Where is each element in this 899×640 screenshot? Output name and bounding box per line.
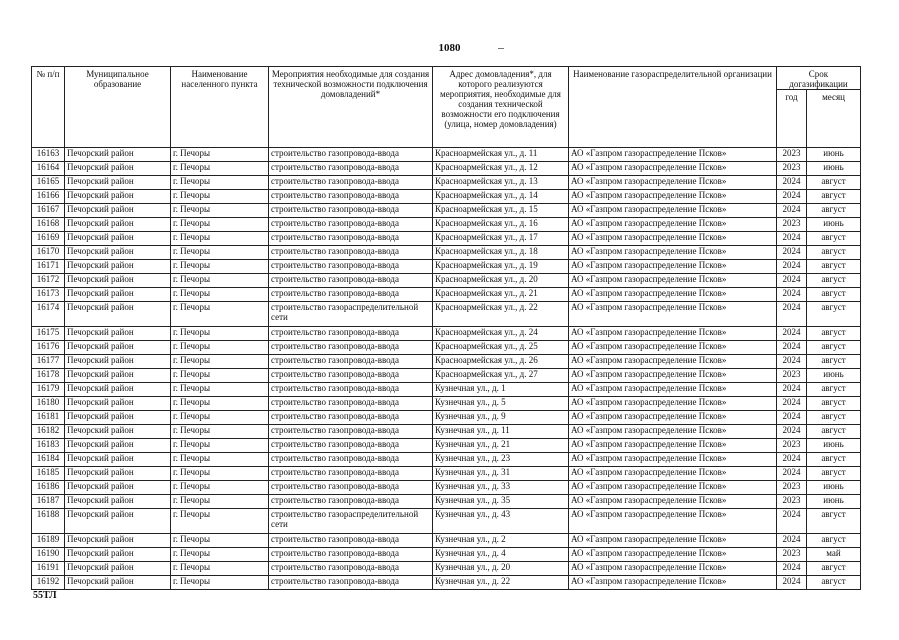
cell-measure: строительство газораспределительной сети <box>269 302 433 327</box>
cell-settlement: г. Печоры <box>171 576 269 590</box>
cell-measure: строительство газопровода-ввода <box>269 148 433 162</box>
cell-address: Красноармейская ул., д. 24 <box>433 327 569 341</box>
cell-address: Кузнечная ул., д. 20 <box>433 562 569 576</box>
cell-num: 16177 <box>32 355 65 369</box>
cell-settlement: г. Печоры <box>171 260 269 274</box>
cell-settlement: г. Печоры <box>171 481 269 495</box>
cell-measure: строительство газопровода-ввода <box>269 176 433 190</box>
cell-municipality: Печорский район <box>65 260 171 274</box>
cell-organization: АО «Газпром газораспределение Псков» <box>569 562 777 576</box>
cell-municipality: Печорский район <box>65 425 171 439</box>
cell-year: 2024 <box>777 190 807 204</box>
cell-month: август <box>807 453 861 467</box>
cell-measure: строительство газопровода-ввода <box>269 288 433 302</box>
cell-address: Красноармейская ул., д. 11 <box>433 148 569 162</box>
cell-month: август <box>807 534 861 548</box>
header-month: месяц <box>807 90 861 148</box>
scan-mark <box>498 48 504 49</box>
cell-month: май <box>807 548 861 562</box>
cell-num: 16180 <box>32 397 65 411</box>
cell-measure: строительство газопровода-ввода <box>269 260 433 274</box>
cell-organization: АО «Газпром газораспределение Псков» <box>569 467 777 481</box>
cell-month: июнь <box>807 148 861 162</box>
cell-settlement: г. Печоры <box>171 369 269 383</box>
cell-year: 2024 <box>777 176 807 190</box>
cell-settlement: г. Печоры <box>171 327 269 341</box>
cell-municipality: Печорский район <box>65 148 171 162</box>
cell-num: 16188 <box>32 509 65 534</box>
cell-municipality: Печорский район <box>65 162 171 176</box>
cell-num: 16173 <box>32 288 65 302</box>
cell-num: 16178 <box>32 369 65 383</box>
cell-measure: строительство газопровода-ввода <box>269 576 433 590</box>
cell-settlement: г. Печоры <box>171 467 269 481</box>
cell-month: август <box>807 397 861 411</box>
cell-measure: строительство газопровода-ввода <box>269 274 433 288</box>
cell-settlement: г. Печоры <box>171 204 269 218</box>
cell-year: 2024 <box>777 302 807 327</box>
cell-settlement: г. Печоры <box>171 383 269 397</box>
table-header <box>32 67 861 148</box>
cell-organization: АО «Газпром газораспределение Псков» <box>569 232 777 246</box>
cell-organization: АО «Газпром газораспределение Псков» <box>569 481 777 495</box>
cell-month: август <box>807 260 861 274</box>
cell-year: 2024 <box>777 274 807 288</box>
cell-address: Кузнечная ул., д. 5 <box>433 397 569 411</box>
cell-month: август <box>807 576 861 590</box>
cell-measure: строительство газопровода-ввода <box>269 534 433 548</box>
cell-num: 16184 <box>32 453 65 467</box>
cell-year: 2024 <box>777 425 807 439</box>
cell-num: 16187 <box>32 495 65 509</box>
cell-year: 2024 <box>777 534 807 548</box>
cell-organization: АО «Газпром газораспределение Псков» <box>569 548 777 562</box>
cell-year: 2024 <box>777 467 807 481</box>
cell-address: Кузнечная ул., д. 35 <box>433 495 569 509</box>
cell-year: 2024 <box>777 383 807 397</box>
cell-organization: АО «Газпром газораспределение Псков» <box>569 260 777 274</box>
cell-address: Красноармейская ул., д. 19 <box>433 260 569 274</box>
cell-address: Красноармейская ул., д. 22 <box>433 302 569 327</box>
cell-settlement: г. Печоры <box>171 548 269 562</box>
cell-year: 2024 <box>777 576 807 590</box>
cell-num: 16167 <box>32 204 65 218</box>
cell-settlement: г. Печоры <box>171 176 269 190</box>
cell-municipality: Печорский район <box>65 383 171 397</box>
cell-year: 2024 <box>777 509 807 534</box>
header-num: № п/п <box>32 67 65 148</box>
cell-num: 16176 <box>32 341 65 355</box>
table-row <box>32 509 861 534</box>
cell-organization: АО «Газпром газораспределение Псков» <box>569 218 777 232</box>
cell-organization: АО «Газпром газораспределение Псков» <box>569 383 777 397</box>
table-row <box>32 176 861 190</box>
table-row <box>32 204 861 218</box>
table-row <box>32 548 861 562</box>
cell-year: 2024 <box>777 562 807 576</box>
table-row <box>32 162 861 176</box>
cell-settlement: г. Печоры <box>171 562 269 576</box>
cell-organization: АО «Газпром газораспределение Псков» <box>569 302 777 327</box>
table-row <box>32 534 861 548</box>
cell-year: 2023 <box>777 369 807 383</box>
cell-organization: АО «Газпром газораспределение Псков» <box>569 397 777 411</box>
table-row <box>32 327 861 341</box>
table-row <box>32 562 861 576</box>
cell-measure: строительство газопровода-ввода <box>269 369 433 383</box>
cell-address: Кузнечная ул., д. 33 <box>433 481 569 495</box>
cell-address: Красноармейская ул., д. 27 <box>433 369 569 383</box>
cell-measure: строительство газопровода-ввода <box>269 190 433 204</box>
cell-settlement: г. Печоры <box>171 246 269 260</box>
cell-organization: АО «Газпром газораспределение Псков» <box>569 355 777 369</box>
cell-year: 2023 <box>777 548 807 562</box>
cell-num: 16174 <box>32 302 65 327</box>
cell-month: июнь <box>807 369 861 383</box>
cell-organization: АО «Газпром газораспределение Псков» <box>569 509 777 534</box>
table-row <box>32 439 861 453</box>
table-row <box>32 232 861 246</box>
table-row <box>32 260 861 274</box>
cell-organization: АО «Газпром газораспределение Псков» <box>569 411 777 425</box>
cell-address: Кузнечная ул., д. 21 <box>433 439 569 453</box>
cell-measure: строительство газораспределительной сети <box>269 509 433 534</box>
cell-measure: строительство газопровода-ввода <box>269 562 433 576</box>
cell-organization: АО «Газпром газораспределение Псков» <box>569 148 777 162</box>
cell-municipality: Печорский район <box>65 355 171 369</box>
cell-measure: строительство газопровода-ввода <box>269 355 433 369</box>
cell-month: август <box>807 246 861 260</box>
cell-year: 2023 <box>777 148 807 162</box>
cell-year: 2024 <box>777 453 807 467</box>
cell-settlement: г. Печоры <box>171 425 269 439</box>
cell-num: 16183 <box>32 439 65 453</box>
cell-year: 2024 <box>777 411 807 425</box>
cell-num: 16179 <box>32 383 65 397</box>
cell-year: 2023 <box>777 218 807 232</box>
table-row <box>32 425 861 439</box>
cell-month: август <box>807 302 861 327</box>
cell-num: 16181 <box>32 411 65 425</box>
cell-organization: АО «Газпром газораспределение Псков» <box>569 246 777 260</box>
cell-num: 16186 <box>32 481 65 495</box>
cell-settlement: г. Печоры <box>171 302 269 327</box>
cell-address: Кузнечная ул., д. 1 <box>433 383 569 397</box>
cell-municipality: Печорский район <box>65 439 171 453</box>
cell-organization: АО «Газпром газораспределение Псков» <box>569 425 777 439</box>
gasification-table <box>31 66 861 590</box>
cell-organization: АО «Газпром газораспределение Псков» <box>569 204 777 218</box>
cell-num: 16189 <box>32 534 65 548</box>
table-row <box>32 274 861 288</box>
cell-municipality: Печорский район <box>65 288 171 302</box>
cell-municipality: Печорский район <box>65 341 171 355</box>
cell-address: Кузнечная ул., д. 4 <box>433 548 569 562</box>
header-row-main <box>32 67 861 90</box>
cell-month: август <box>807 274 861 288</box>
table-row <box>32 246 861 260</box>
cell-settlement: г. Печоры <box>171 148 269 162</box>
table-row <box>32 397 861 411</box>
cell-measure: строительство газопровода-ввода <box>269 495 433 509</box>
cell-municipality: Печорский район <box>65 548 171 562</box>
table-row <box>32 148 861 162</box>
header-deadline: Срок догазификации <box>777 67 861 90</box>
cell-settlement: г. Печоры <box>171 534 269 548</box>
cell-municipality: Печорский район <box>65 509 171 534</box>
header-municipality: Муниципальное образование <box>65 67 171 148</box>
cell-organization: АО «Газпром газораспределение Псков» <box>569 190 777 204</box>
cell-measure: строительство газопровода-ввода <box>269 411 433 425</box>
cell-organization: АО «Газпром газораспределение Псков» <box>569 534 777 548</box>
cell-organization: АО «Газпром газораспределение Псков» <box>569 176 777 190</box>
table-row <box>32 453 861 467</box>
cell-measure: строительство газопровода-ввода <box>269 548 433 562</box>
cell-month: август <box>807 232 861 246</box>
cell-settlement: г. Печоры <box>171 509 269 534</box>
cell-year: 2023 <box>777 495 807 509</box>
cell-municipality: Печорский район <box>65 397 171 411</box>
cell-measure: строительство газопровода-ввода <box>269 218 433 232</box>
cell-settlement: г. Печоры <box>171 495 269 509</box>
cell-year: 2023 <box>777 162 807 176</box>
cell-year: 2024 <box>777 288 807 302</box>
cell-address: Красноармейская ул., д. 20 <box>433 274 569 288</box>
cell-month: август <box>807 176 861 190</box>
cell-address: Красноармейская ул., д. 15 <box>433 204 569 218</box>
cell-num: 16182 <box>32 425 65 439</box>
cell-municipality: Печорский район <box>65 327 171 341</box>
table-row <box>32 383 861 397</box>
cell-month: июнь <box>807 439 861 453</box>
cell-municipality: Печорский район <box>65 562 171 576</box>
cell-settlement: г. Печоры <box>171 218 269 232</box>
cell-settlement: г. Печоры <box>171 397 269 411</box>
cell-measure: строительство газопровода-ввода <box>269 246 433 260</box>
table-row <box>32 495 861 509</box>
cell-organization: АО «Газпром газораспределение Псков» <box>569 341 777 355</box>
table-row <box>32 218 861 232</box>
table-row <box>32 369 861 383</box>
cell-month: июнь <box>807 218 861 232</box>
cell-address: Красноармейская ул., д. 26 <box>433 355 569 369</box>
cell-num: 16190 <box>32 548 65 562</box>
cell-address: Красноармейская ул., д. 14 <box>433 190 569 204</box>
cell-address: Кузнечная ул., д. 22 <box>433 576 569 590</box>
cell-municipality: Печорский район <box>65 176 171 190</box>
cell-month: август <box>807 190 861 204</box>
cell-measure: строительство газопровода-ввода <box>269 232 433 246</box>
cell-measure: строительство газопровода-ввода <box>269 425 433 439</box>
cell-month: август <box>807 467 861 481</box>
cell-measure: строительство газопровода-ввода <box>269 481 433 495</box>
cell-measure: строительство газопровода-ввода <box>269 467 433 481</box>
cell-settlement: г. Печоры <box>171 341 269 355</box>
cell-num: 16171 <box>32 260 65 274</box>
page-number: 1080 <box>438 42 461 54</box>
table-row <box>32 576 861 590</box>
cell-year: 2023 <box>777 439 807 453</box>
cell-num: 16170 <box>32 246 65 260</box>
cell-organization: АО «Газпром газораспределение Псков» <box>569 453 777 467</box>
cell-municipality: Печорский район <box>65 481 171 495</box>
cell-municipality: Печорский район <box>65 302 171 327</box>
cell-settlement: г. Печоры <box>171 162 269 176</box>
cell-organization: АО «Газпром газораспределение Псков» <box>569 327 777 341</box>
cell-address: Красноармейская ул., д. 21 <box>433 288 569 302</box>
cell-year: 2024 <box>777 355 807 369</box>
cell-year: 2024 <box>777 397 807 411</box>
cell-month: август <box>807 562 861 576</box>
table-row <box>32 341 861 355</box>
cell-month: август <box>807 425 861 439</box>
cell-municipality: Печорский район <box>65 495 171 509</box>
cell-municipality: Печорский район <box>65 190 171 204</box>
cell-num: 16164 <box>32 162 65 176</box>
cell-settlement: г. Печоры <box>171 453 269 467</box>
cell-measure: строительство газопровода-ввода <box>269 162 433 176</box>
cell-address: Красноармейская ул., д. 16 <box>433 218 569 232</box>
cell-settlement: г. Печоры <box>171 274 269 288</box>
footer-code: 55ТЛ <box>33 590 57 601</box>
cell-address: Кузнечная ул., д. 2 <box>433 534 569 548</box>
cell-measure: строительство газопровода-ввода <box>269 453 433 467</box>
table-row <box>32 190 861 204</box>
cell-organization: АО «Газпром газораспределение Псков» <box>569 274 777 288</box>
cell-month: август <box>807 509 861 534</box>
cell-organization: АО «Газпром газораспределение Псков» <box>569 439 777 453</box>
cell-num: 16185 <box>32 467 65 481</box>
cell-municipality: Печорский район <box>65 453 171 467</box>
cell-municipality: Печорский район <box>65 274 171 288</box>
cell-municipality: Печорский район <box>65 576 171 590</box>
cell-num: 16165 <box>32 176 65 190</box>
cell-organization: АО «Газпром газораспределение Псков» <box>569 288 777 302</box>
cell-month: август <box>807 341 861 355</box>
cell-num: 16191 <box>32 562 65 576</box>
cell-address: Красноармейская ул., д. 17 <box>433 232 569 246</box>
cell-municipality: Печорский район <box>65 369 171 383</box>
table-row <box>32 355 861 369</box>
cell-municipality: Печорский район <box>65 232 171 246</box>
cell-settlement: г. Печоры <box>171 232 269 246</box>
cell-num: 16168 <box>32 218 65 232</box>
cell-address: Красноармейская ул., д. 12 <box>433 162 569 176</box>
cell-municipality: Печорский район <box>65 218 171 232</box>
cell-municipality: Печорский район <box>65 411 171 425</box>
cell-year: 2023 <box>777 481 807 495</box>
cell-measure: строительство газопровода-ввода <box>269 204 433 218</box>
header-settlement: Наименование населенного пункта <box>171 67 269 148</box>
cell-year: 2024 <box>777 341 807 355</box>
cell-address: Кузнечная ул., д. 23 <box>433 453 569 467</box>
cell-measure: строительство газопровода-ввода <box>269 327 433 341</box>
cell-month: август <box>807 204 861 218</box>
cell-municipality: Печорский район <box>65 534 171 548</box>
cell-month: август <box>807 355 861 369</box>
cell-year: 2024 <box>777 204 807 218</box>
cell-year: 2024 <box>777 232 807 246</box>
cell-address: Кузнечная ул., д. 9 <box>433 411 569 425</box>
cell-municipality: Печорский район <box>65 246 171 260</box>
cell-year: 2024 <box>777 246 807 260</box>
cell-month: август <box>807 383 861 397</box>
cell-month: август <box>807 411 861 425</box>
cell-address: Красноармейская ул., д. 25 <box>433 341 569 355</box>
table-row <box>32 411 861 425</box>
table-row <box>32 481 861 495</box>
cell-address: Кузнечная ул., д. 11 <box>433 425 569 439</box>
header-organization: Наименование газораспределительной организации <box>569 67 777 148</box>
cell-num: 16163 <box>32 148 65 162</box>
header-measures: Мероприятия необходимые для создания технической возможности подключения домовладений* <box>269 67 433 148</box>
cell-year: 2024 <box>777 260 807 274</box>
cell-month: август <box>807 288 861 302</box>
cell-organization: АО «Газпром газораспределение Псков» <box>569 369 777 383</box>
header-address: Адрес домовладения*, для которого реализуются мероприятия, необходимые для создания технической возможности его подключения (улица, номер домовладения) <box>433 67 569 148</box>
cell-month: июнь <box>807 495 861 509</box>
cell-settlement: г. Печоры <box>171 288 269 302</box>
cell-organization: АО «Газпром газораспределение Псков» <box>569 495 777 509</box>
cell-organization: АО «Газпром газораспределение Псков» <box>569 162 777 176</box>
cell-address: Красноармейская ул., д. 13 <box>433 176 569 190</box>
cell-num: 16172 <box>32 274 65 288</box>
cell-settlement: г. Печоры <box>171 190 269 204</box>
cell-municipality: Печорский район <box>65 467 171 481</box>
cell-measure: строительство газопровода-ввода <box>269 397 433 411</box>
cell-month: июнь <box>807 481 861 495</box>
cell-organization: АО «Газпром газораспределение Псков» <box>569 576 777 590</box>
cell-month: август <box>807 327 861 341</box>
cell-measure: строительство газопровода-ввода <box>269 341 433 355</box>
table-row <box>32 288 861 302</box>
table-row <box>32 467 861 481</box>
cell-num: 16169 <box>32 232 65 246</box>
table-row <box>32 302 861 327</box>
cell-num: 16175 <box>32 327 65 341</box>
cell-month: июнь <box>807 162 861 176</box>
cell-municipality: Печорский район <box>65 204 171 218</box>
cell-measure: строительство газопровода-ввода <box>269 439 433 453</box>
cell-address: Кузнечная ул., д. 43 <box>433 509 569 534</box>
cell-settlement: г. Печоры <box>171 355 269 369</box>
cell-settlement: г. Печоры <box>171 439 269 453</box>
cell-address: Кузнечная ул., д. 31 <box>433 467 569 481</box>
table-body <box>32 148 861 590</box>
cell-num: 16166 <box>32 190 65 204</box>
header-year: год <box>777 90 807 148</box>
cell-measure: строительство газопровода-ввода <box>269 383 433 397</box>
cell-settlement: г. Печоры <box>171 411 269 425</box>
cell-address: Красноармейская ул., д. 18 <box>433 246 569 260</box>
cell-num: 16192 <box>32 576 65 590</box>
cell-year: 2024 <box>777 327 807 341</box>
